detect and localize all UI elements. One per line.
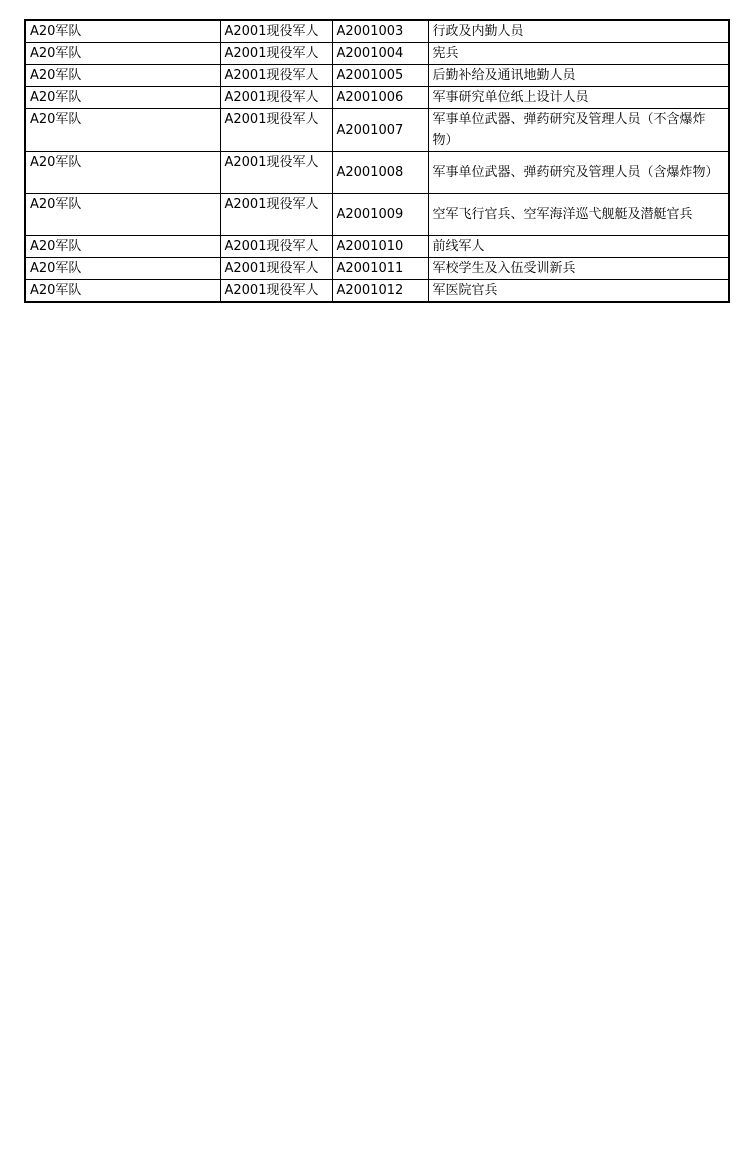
major-category-cell: A20军队	[25, 43, 220, 65]
major-category-cell: A20军队	[25, 20, 220, 43]
occupation-code-cell: A2001010	[332, 236, 428, 258]
occupation-table	[24, 19, 730, 303]
major-category-cell: A20军队	[25, 65, 220, 87]
occupation-name-cell: 后勤补给及通讯地勤人员	[428, 65, 729, 87]
middle-category-cell: A2001现役军人	[220, 236, 332, 258]
major-category-cell: A20军队	[25, 258, 220, 280]
major-category-cell: A20军队	[25, 280, 220, 303]
occupation-code-cell: A2001004	[332, 43, 428, 65]
occupation-name-cell: 前线军人	[428, 236, 729, 258]
major-category-cell: A20军队	[25, 194, 220, 236]
occupation-name-cell: 军事单位武器、弹药研究及管理人员（不含爆炸物）	[428, 109, 729, 152]
middle-category-cell: A2001现役军人	[220, 109, 332, 152]
occupation-code-cell: A2001006	[332, 87, 428, 109]
major-category-cell: A20军队	[25, 236, 220, 258]
major-category-cell: A20军队	[25, 109, 220, 152]
occupation-code-cell: A2001003	[332, 20, 428, 43]
table-row	[25, 194, 729, 236]
table-row	[25, 236, 729, 258]
middle-category-cell: A2001现役军人	[220, 152, 332, 194]
middle-category-cell: A2001现役军人	[220, 194, 332, 236]
occupation-name-cell: 军校学生及入伍受训新兵	[428, 258, 729, 280]
occupation-code-cell: A2001009	[332, 194, 428, 236]
occupation-code-cell: A2001005	[332, 65, 428, 87]
middle-category-cell: A2001现役军人	[220, 258, 332, 280]
middle-category-cell: A2001现役军人	[220, 20, 332, 43]
middle-category-cell: A2001现役军人	[220, 87, 332, 109]
occupation-name-cell: 宪兵	[428, 43, 729, 65]
table-row	[25, 87, 729, 109]
major-category-cell: A20军队	[25, 152, 220, 194]
table-row	[25, 43, 729, 65]
occupation-code-cell: A2001011	[332, 258, 428, 280]
table-row	[25, 109, 729, 152]
table-row	[25, 65, 729, 87]
table-row	[25, 152, 729, 194]
occupation-name-cell: 空军飞行官兵、空军海洋巡弋舰艇及潜艇官兵	[428, 194, 729, 236]
occupation-name-cell: 行政及内勤人员	[428, 20, 729, 43]
occupation-code-cell: A2001007	[332, 109, 428, 152]
middle-category-cell: A2001现役军人	[220, 65, 332, 87]
middle-category-cell: A2001现役军人	[220, 280, 332, 303]
table-row	[25, 20, 729, 43]
occupation-name-cell: 军医院官兵	[428, 280, 729, 303]
major-category-cell: A20军队	[25, 87, 220, 109]
middle-category-cell: A2001现役军人	[220, 43, 332, 65]
occupation-name-cell: 军事研究单位纸上设计人员	[428, 87, 729, 109]
occupation-code-cell: A2001012	[332, 280, 428, 303]
occupation-name-cell: 军事单位武器、弹药研究及管理人员（含爆炸物）	[428, 152, 729, 194]
occupation-code-cell: A2001008	[332, 152, 428, 194]
table-row	[25, 258, 729, 280]
table-row	[25, 280, 729, 303]
